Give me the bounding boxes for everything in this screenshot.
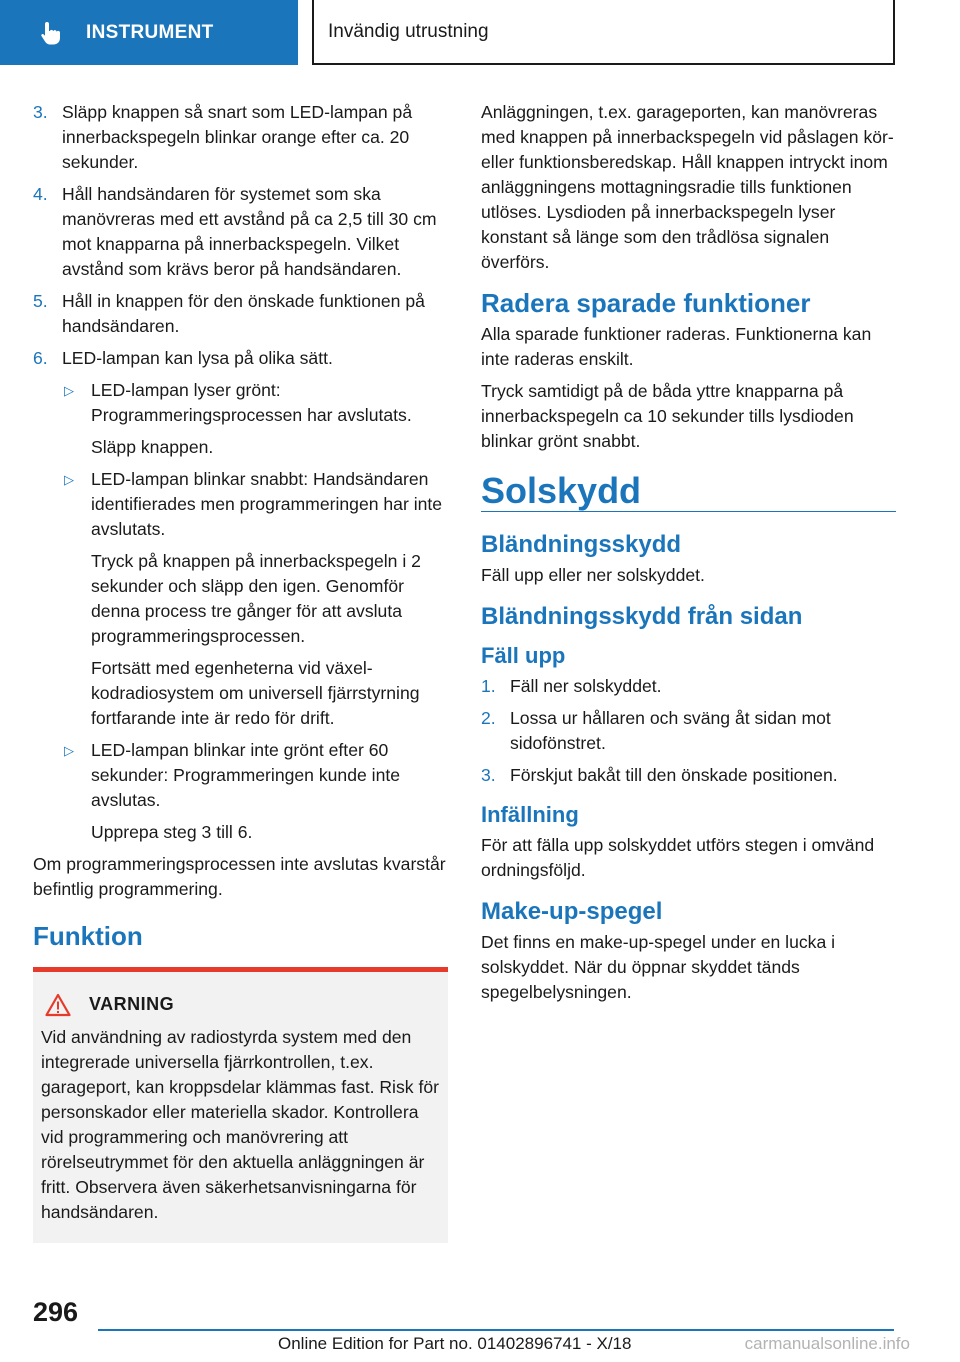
page-number: 296	[33, 1297, 79, 1327]
header-section	[312, 0, 895, 65]
bullet-text: LED-lampan lyser grönt: Programmeringsprocessen har avslutats.	[91, 380, 412, 425]
bullet-followup: Upprepa steg 3 till 6.	[91, 822, 253, 842]
step-number: 4.	[33, 184, 48, 204]
radera-paragraph-1: Alla sparade funktioner raderas. Funktionerna kan inte raderas enskilt.	[481, 324, 872, 369]
bullet-item	[33, 738, 448, 813]
closing-paragraph: Om programmeringsprocessen inte avslutas kvarstår befintlig programmering.	[33, 854, 446, 899]
bullet-item	[33, 378, 448, 428]
bullet-followup: Släpp knappen.	[91, 437, 214, 457]
step-number: 5.	[33, 291, 48, 311]
warning-text: Vid användning av radiostyrda system med den integrerade universella fjärrkontrollen, t.ex. garageport, kan kroppsdelar klämmas fast. Risk för personskador eller materiella skador. Kontrollera vid programmering och manövrering att rörelseutrymmet för den aktuella anläggningen är fritt. Observera även säkerhetsanvisningarna för handsändaren.	[41, 1027, 439, 1222]
footer-divider	[98, 1329, 894, 1331]
step-number: 3.	[33, 102, 48, 122]
radera-paragraph-2: Tryck samtidigt på de båda yttre knapparna på innerbackspegeln ca 10 sekunder tills lysdioden blinkar grönt snabbt.	[481, 381, 854, 451]
warning-title: VARNING	[89, 994, 175, 1014]
header-chapter-tab[interactable]	[0, 0, 298, 65]
step-text: Släpp knappen så snart som LED-lampan på innerbackspegeln blinkar orange efter ca. 20 sekunder.	[62, 102, 413, 172]
funktion-heading: Funktion	[33, 921, 143, 951]
step-item	[33, 289, 448, 339]
step-item	[33, 346, 448, 371]
intro-paragraph: Anläggningen, t.ex. garageporten, kan manövreras med knappen på innerbackspegeln vid påslagen kör- eller funktionsberedskap. Håll knappen intryckt inom anläggningens mottagningsradie tills funktionen utlöses. Lysdioden på innerbackspegeln lyser konstant så länge som den trådlösa signalen överförs.	[481, 102, 894, 272]
warning-triangle-icon	[45, 993, 71, 1017]
step-number: 2.	[481, 708, 496, 728]
step-text: Håll in knappen för den önskade funktionen på handsändaren.	[62, 291, 425, 336]
radera-heading: Radera sparade funktioner	[481, 288, 811, 318]
step-number: 3.	[481, 765, 496, 785]
step-number: 1.	[481, 676, 496, 696]
edition-text: Online Edition for Part no. 01402896741 - X/18	[278, 1334, 632, 1353]
step-number: 6.	[33, 348, 48, 368]
warning-header	[41, 992, 440, 1017]
step-item	[33, 182, 448, 282]
bullet-item	[33, 467, 448, 542]
right-column	[481, 100, 896, 1012]
triangle-bullet-icon: ▷	[64, 743, 74, 758]
step-item	[33, 100, 448, 175]
triangle-bullet-icon: ▷	[64, 472, 74, 487]
infallning-heading: Infällning	[481, 802, 579, 827]
bullet-followup: Fortsätt med egenheterna vid växel-kodradiosystem om universell fjärrstyrning fortfarande inte är redo för drift.	[91, 658, 420, 728]
infallning-text: För att fälla upp solskyddet utförs stegen i omvänd ordningsföljd.	[481, 835, 875, 880]
step-text: Förskjut bakåt till den önskade positionen.	[510, 765, 838, 785]
solskydd-heading: Solskydd	[481, 478, 896, 512]
pointing-hand-icon	[38, 20, 64, 46]
warning-box	[33, 967, 448, 1243]
bullet-followup: Tryck på knappen på innerbackspegeln i 2 sekunder och släpp den igen. Genomför denna process tre gånger för att avsluta programmeringsprocessen.	[91, 551, 421, 646]
blandningsskydd-sidan-heading: Bländningsskydd från sidan	[481, 603, 803, 630]
left-column	[33, 100, 448, 1243]
step-item	[481, 706, 896, 756]
blandningsskydd-text: Fäll upp eller ner solskyddet.	[481, 565, 705, 585]
bullet-text: LED-lampan blinkar inte grönt efter 60 sekunder: Programmeringen kunde inte avslutas.	[91, 740, 401, 810]
step-item	[481, 674, 896, 699]
chapter-label: INSTRUMENT	[86, 21, 214, 43]
section-title: Invändig utrustning	[328, 20, 489, 42]
triangle-bullet-icon: ▷	[64, 383, 74, 398]
makeup-heading: Make-up-spegel	[481, 898, 663, 925]
bullet-text: LED-lampan blinkar snabbt: Handsändaren identifierades men programmeringen har inte avslutats.	[91, 469, 443, 539]
watermark: carmanualsonline.info	[744, 1334, 910, 1353]
step-text: LED-lampan kan lysa på olika sätt.	[62, 348, 333, 368]
step-item	[481, 763, 896, 788]
blandningsskydd-heading: Bländningsskydd	[481, 531, 682, 558]
step-text: Fäll ner solskyddet.	[510, 676, 662, 696]
fall-upp-heading: Fäll upp	[481, 643, 566, 668]
step-text: Håll handsändaren för systemet som ska manövreras med ett avstånd på ca 2,5 till 30 cm mot knapparna på innerbackspegeln. Vilket avstånd som krävs beror på handsändaren.	[62, 184, 437, 279]
makeup-text: Det finns en make-up-spegel under en lucka i solskyddet. När du öppnar skyddet tänds spegelbelysningen.	[481, 932, 836, 1002]
step-text: Lossa ur hållaren och sväng åt sidan mot sidofönstret.	[510, 708, 831, 753]
